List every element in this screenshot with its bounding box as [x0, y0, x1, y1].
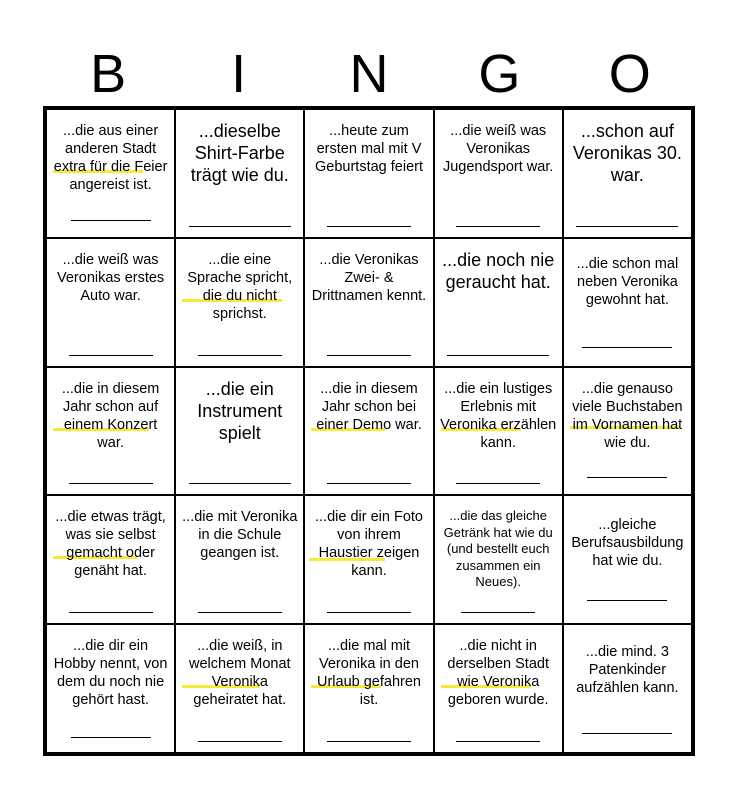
cell-text: ...die in diesem Jahr schon bei einer Demo war.	[316, 380, 422, 433]
signature-line	[198, 741, 282, 742]
bingo-cell[interactable]	[304, 495, 433, 624]
bingo-grid	[43, 106, 695, 756]
cell-text: ...heute zum ersten mal mit V Geburtstag feiert	[314, 123, 423, 175]
cell-text: ...die noch nie geraucht hat.	[442, 249, 555, 292]
cell-text: ...dieselbe Shirt-Farbe trägt wie du.	[190, 121, 289, 185]
bingo-cell[interactable]	[175, 109, 304, 238]
signature-line	[69, 483, 153, 484]
bingo-cell[interactable]	[175, 238, 304, 367]
signature-line	[189, 226, 291, 227]
cell-text: ...die Veronikas Zwei- & Drittnamen kennt.	[311, 251, 427, 304]
header-letter-i: I	[231, 44, 247, 104]
cell-text: ...die dir ein Hobby nennt, von dem du noch nie gehört hast.	[53, 638, 168, 709]
signature-line	[576, 226, 678, 227]
signature-line	[69, 612, 153, 613]
cell-text: ...die dir ein Foto von ihrem Haustier zeigen kann.	[314, 509, 423, 580]
signature-line	[456, 483, 540, 484]
signature-line	[71, 220, 151, 221]
bingo-cell[interactable]	[304, 624, 433, 753]
bingo-cell[interactable]	[304, 109, 433, 238]
cell-text: ...die etwas trägt, was sie selbst gemacht oder genäht hat.	[55, 509, 166, 580]
bingo-cell[interactable]	[434, 367, 563, 496]
bingo-cell[interactable]	[46, 367, 175, 496]
cell-text: ...schon auf Veronikas 30. war.	[572, 121, 682, 185]
bingo-cell[interactable]	[434, 109, 563, 238]
bingo-cell[interactable]	[46, 238, 175, 367]
cell-text: ...die mind. 3 Patenkinder aufzählen kann.	[576, 644, 679, 697]
signature-line	[587, 477, 667, 478]
signature-line	[461, 612, 535, 613]
cell-text: ...die aus einer anderen Stadt extra für die Feier angereist ist.	[53, 123, 168, 193]
cell-text: ...gleiche Berufsausbildung hat wie du.	[571, 517, 684, 570]
signature-line	[456, 226, 540, 227]
signature-line	[447, 355, 549, 356]
cell-text: ..die nicht in derselben Stadt wie Veronika geboren wurde.	[447, 638, 549, 709]
header-letter-o: O	[608, 44, 651, 104]
bingo-cell[interactable]	[434, 624, 563, 753]
bingo-cell[interactable]	[563, 238, 692, 367]
signature-line	[327, 355, 411, 356]
cell-text: ...die weiß was Veronikas Jugendsport war.	[442, 123, 554, 175]
bingo-cell[interactable]	[46, 495, 175, 624]
cell-text: ...die in diesem Jahr schon auf einem Konzert war.	[61, 380, 160, 451]
signature-line	[198, 355, 282, 356]
bingo-cell[interactable]	[175, 495, 304, 624]
bingo-cell[interactable]	[563, 109, 692, 238]
cell-text: ...die mal mit Veronika in den Urlaub gefahren ist.	[316, 638, 421, 709]
cell-text: ...die ein lustiges Erlebnis mit Veronika erzählen kann.	[440, 380, 557, 451]
cell-text: ...die weiß, in welchem Monat Veronika geheiratet hat.	[189, 638, 291, 709]
header-letter-b: B	[90, 44, 127, 104]
bingo-cell[interactable]	[563, 624, 692, 753]
bingo-cell[interactable]	[304, 367, 433, 496]
cell-text: ...die genauso viele Buchstaben im Vornamen hat wie du.	[572, 380, 683, 451]
bingo-header	[43, 42, 695, 106]
bingo-cell[interactable]	[304, 238, 433, 367]
cell-text: ...die weiß was Veronikas erstes Auto war.	[56, 251, 165, 304]
signature-line	[189, 483, 291, 484]
cell-text: ...die ein Instrument spielt	[197, 378, 283, 443]
signature-line	[69, 355, 153, 356]
signature-line	[456, 741, 540, 742]
cell-text: ...die schon mal neben Veronika gewohnt hat.	[576, 255, 679, 308]
signature-line	[327, 741, 411, 742]
cell-text: ...die das gleiche Getränk hat wie du (und bestellt euch zusammen ein Neues).	[443, 508, 553, 590]
header-letter-g: G	[478, 44, 521, 104]
cell-text: ...die eine Sprache spricht, die du nicht sprichst.	[187, 251, 293, 322]
signature-line	[327, 226, 411, 227]
bingo-cell[interactable]	[434, 238, 563, 367]
header-letter-n: N	[349, 44, 389, 104]
bingo-cell[interactable]	[175, 367, 304, 496]
bingo-cell[interactable]	[563, 367, 692, 496]
signature-line	[587, 600, 667, 601]
bingo-cell[interactable]	[46, 109, 175, 238]
signature-line	[327, 483, 411, 484]
signature-line	[198, 612, 282, 613]
bingo-cell[interactable]	[46, 624, 175, 753]
signature-line	[582, 347, 672, 348]
bingo-cell[interactable]	[563, 495, 692, 624]
cell-text: ...die mit Veronika in die Schule geangen ist.	[182, 509, 298, 562]
bingo-cell[interactable]	[434, 495, 563, 624]
signature-line	[71, 737, 151, 738]
signature-line	[327, 612, 411, 613]
signature-line	[582, 733, 672, 734]
bingo-cell[interactable]	[175, 624, 304, 753]
